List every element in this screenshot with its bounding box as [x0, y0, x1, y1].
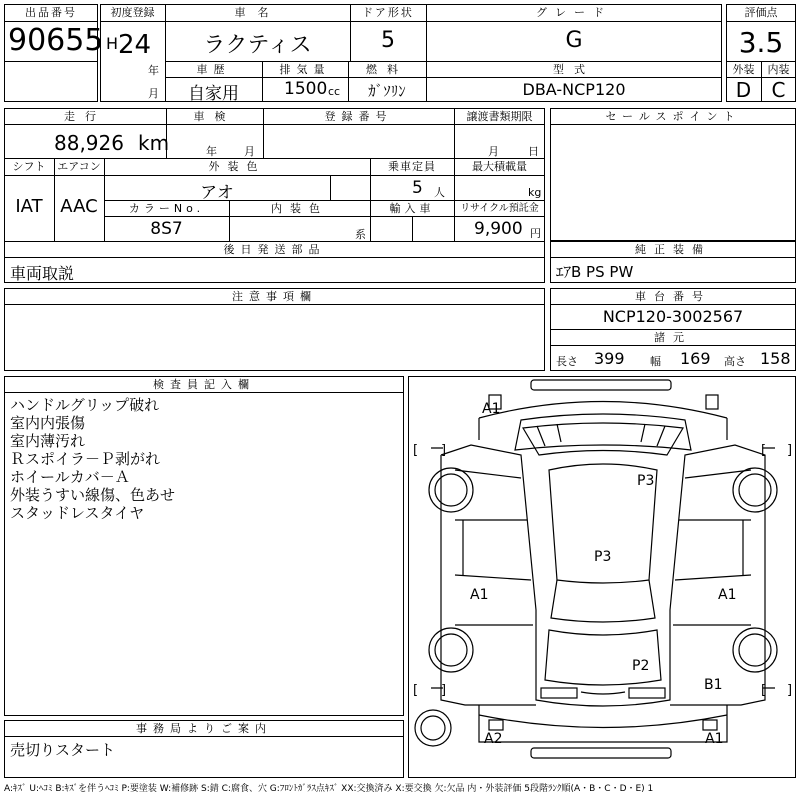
year: 24	[118, 30, 152, 60]
door-label: ドア形状	[362, 6, 414, 19]
later-parts-label: 後日発送部品	[223, 243, 326, 256]
lot-number: 90655	[8, 23, 104, 58]
height-label: 高さ	[724, 355, 746, 368]
bracket-close: ]	[441, 443, 447, 458]
office-label: 事務局よりご案内	[136, 722, 272, 735]
car-diagram	[408, 376, 796, 778]
inspector-line: スタッドレスタイヤ	[10, 504, 145, 522]
damage-mark: A1	[705, 731, 724, 747]
bracket-open: [	[413, 683, 419, 698]
damage-mark: P2	[632, 658, 650, 674]
score-value: 3.5	[738, 26, 784, 59]
inspector-label: 検査員記入欄	[153, 378, 255, 391]
score-label: 評価点	[744, 6, 778, 19]
inspector-line: ハンドルグリップ破れ	[10, 396, 160, 414]
ac-value: AAC	[60, 196, 98, 217]
mileage-label: 走行	[64, 110, 106, 123]
color-no-value: 8S7	[150, 219, 183, 239]
mileage-unit: km	[138, 131, 170, 155]
car-name: ラクティス	[203, 33, 312, 58]
later-parts-value: 車両取説	[10, 264, 75, 283]
length-value: 399	[594, 349, 625, 368]
spec-label: 諸元	[654, 331, 692, 344]
shift-value: IAT	[15, 196, 43, 217]
sales-points-box	[550, 108, 796, 241]
chassis-value: NCP120-3002567	[602, 307, 744, 326]
inspector-line: Ｒスポイラ－Ｐ剥がれ	[10, 450, 161, 468]
recycle-value: 9,900	[474, 219, 523, 239]
displacement-value: 1500	[284, 79, 328, 99]
sales-points-label: セールスポイント	[605, 110, 741, 123]
lot-label: 出品番号	[25, 6, 77, 19]
bracket-close: ]	[441, 683, 447, 698]
exterior-color-value: アオ	[200, 183, 234, 203]
fuel-label: 燃料	[366, 63, 408, 76]
door-value: 5	[381, 28, 395, 53]
interior-label: 内装	[767, 63, 790, 76]
interior-color-label: 内装色	[271, 202, 328, 215]
displacement-unit: cc	[328, 85, 341, 98]
import-label: 輸入車	[389, 202, 435, 215]
regno-label: 登録番号	[324, 110, 393, 123]
inspector-line: 室内薄汚れ	[10, 432, 86, 450]
transfer-day-unit: 日	[528, 145, 539, 158]
genuine-equipment-value: ｴｱB PS PW	[556, 263, 634, 281]
recycle-label: リサイクル預託金	[460, 203, 539, 214]
inspection-label: 車検	[193, 110, 236, 123]
inspector-line: 室内内張傷	[10, 414, 86, 432]
damage-mark: A1	[482, 401, 501, 417]
grade-value: G	[565, 28, 583, 53]
history-value: 自家用	[188, 84, 239, 104]
bracket-open: [	[761, 443, 767, 458]
max-load-unit: kg	[528, 186, 542, 199]
fuel-value: ｶﾞｿﾘﾝ	[368, 82, 406, 100]
damage-mark: A1	[718, 587, 737, 603]
exterior-color-label: 外装色	[208, 160, 266, 173]
color-no-label: カラーNo.	[128, 202, 205, 215]
capacity-label: 乗車定員	[388, 160, 436, 173]
car-diagram-svg	[409, 377, 795, 777]
width-value: 169	[680, 349, 711, 368]
damage-mark: A1	[470, 587, 489, 603]
month-unit: 月	[148, 87, 159, 100]
exterior-label: 外装	[732, 63, 755, 76]
height-value: 158	[760, 349, 791, 368]
era: H	[106, 34, 119, 53]
exterior-value: D	[735, 78, 752, 102]
recycle-unit: 円	[530, 227, 541, 240]
inspection-year-unit: 年	[206, 145, 217, 158]
interior-value: C	[771, 78, 786, 102]
damage-mark: P3	[637, 473, 655, 489]
damage-mark: A2	[484, 731, 503, 747]
displacement-label: 排気量	[279, 63, 331, 76]
inspector-line: 外装うすい線傷、色あせ	[10, 486, 176, 504]
bracket-close: ]	[787, 683, 793, 698]
chassis-label: 車台番号	[635, 290, 711, 303]
office-value: 売切りスタート	[10, 741, 116, 759]
model-value: DBA-NCP120	[522, 80, 626, 99]
bracket-close: ]	[787, 443, 793, 458]
damage-mark: B1	[704, 677, 723, 693]
history-label: 車歴	[196, 63, 231, 76]
legend: A:ｷｽﾞ U:ﾍｺﾐ B:ｷｽﾞを伴うﾍｺﾐ P:要塗装 W:補修跡 S:錆 C:腐食、穴 G:ﾌﾛﾝﾄｶﾞﾗｽ点ｷｽﾞ XX:交換済み X:要交換 欠:欠品 内・外装評価 5段階ﾗﾝｸ順(A・B・C・D・E) 1	[4, 784, 654, 794]
bracket-open: [	[413, 443, 419, 458]
transfer-label: 譲渡書類期限	[466, 110, 533, 123]
car-name-label: 車名	[234, 6, 281, 19]
damage-mark: P3	[594, 549, 612, 565]
interior-color-unit: 系	[355, 228, 366, 241]
model-label: 型式	[553, 63, 595, 76]
transfer-month-unit: 月	[488, 145, 499, 158]
capacity-value: 5	[412, 178, 423, 198]
max-load-label: 最大積載量	[472, 160, 527, 173]
grade-label: グレード	[536, 6, 612, 19]
notes-label: 注意事項欄	[232, 290, 317, 303]
ac-label: エアコン	[57, 160, 101, 173]
reg-label: 初度登録	[110, 6, 155, 19]
inspector-line: ホイールカバ－Ａ	[10, 468, 130, 486]
inspector-lines	[10, 396, 175, 522]
inspection-month-unit: 月	[244, 145, 255, 158]
genuine-equipment-label: 純正装備	[635, 243, 711, 256]
width-label: 幅	[650, 355, 661, 368]
year-unit: 年	[148, 64, 159, 77]
capacity-unit: 人	[434, 186, 445, 199]
bracket-open: [	[761, 683, 767, 698]
shift-label: シフト	[12, 160, 46, 173]
length-label: 長さ	[556, 355, 578, 368]
mileage-value: 88,926	[54, 131, 124, 155]
